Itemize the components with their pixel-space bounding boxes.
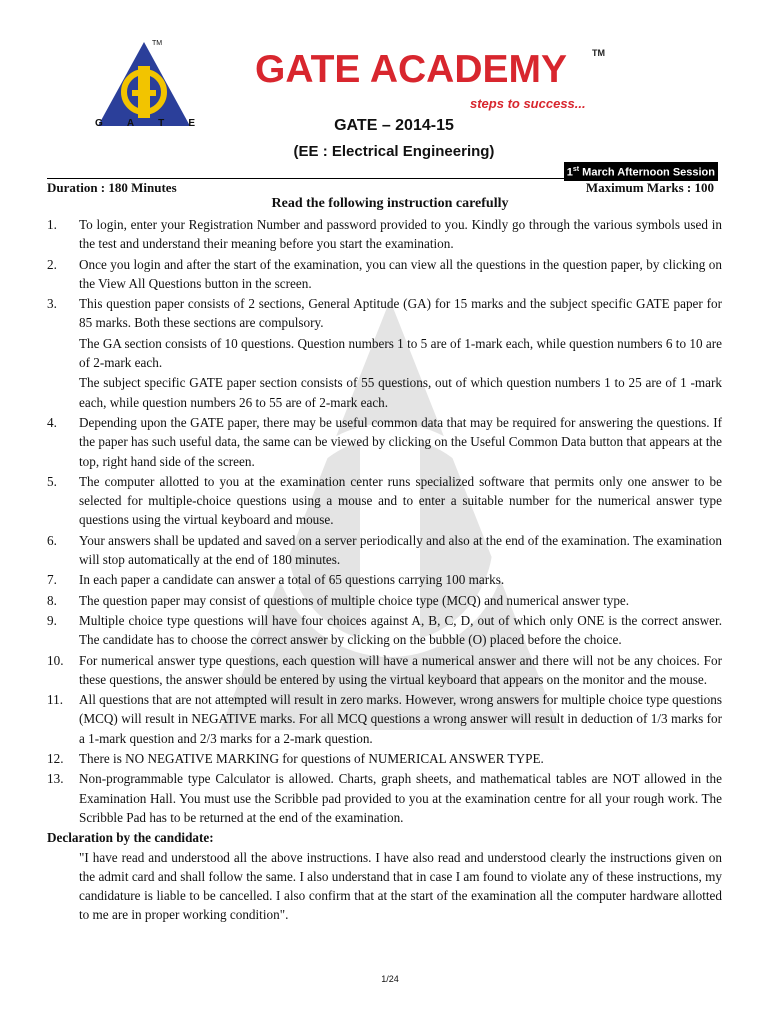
item-text: Depending upon the GATE paper, there may be useful common data that may be required for answering the questions. If the paper has such useful data, the same can be viewed by clicking on the Useful Common Data button that appears at the top, right hand side of the screen. <box>79 414 722 469</box>
brand-trademark: TM <box>592 48 605 58</box>
list-item <box>47 531 722 570</box>
page-number: 1/24 <box>381 974 399 984</box>
item-number: 2. <box>47 256 57 272</box>
session-day: 1 <box>566 166 573 179</box>
item-text: In each paper a candidate can answer a total of 65 questions carrying 100 marks. <box>79 572 505 588</box>
logo-letter: G <box>95 118 103 129</box>
logo-letter: T <box>158 118 165 129</box>
list-item <box>47 749 722 768</box>
logo-letter: A <box>126 118 135 129</box>
brand-name: GATE ACADEMY <box>255 48 567 91</box>
item-text: The computer allotted to you at the examination center runs specialized software that permits only one answer to be selected for multiple-choice questions using a mouse and to enter a suitable number for the numerical answer type questions using the virtual keyboard and mouse. <box>79 473 722 528</box>
item-number: 12. <box>47 751 64 767</box>
list-item <box>47 611 722 650</box>
session-suffix: st <box>572 166 580 173</box>
item-text: The question paper may consist of questions of multiple choice type (MCQ) and numerical answer type. <box>79 592 630 608</box>
list-item <box>47 413 722 471</box>
item-number: 5. <box>47 473 57 489</box>
max-marks-text: Maximum Marks : 100 <box>585 180 714 195</box>
item-text: To login, enter your Registration Number and password provided to you. Kindly go through the various symbols used in the test and understand their meaning before you start the examination. <box>79 217 722 252</box>
list-item <box>47 255 722 294</box>
declaration-heading: Declaration by the candidate: <box>47 830 214 846</box>
logo-letter: E <box>188 118 195 129</box>
exam-meta-row <box>47 178 714 196</box>
item-text: Multiple choice type questions will have four choices against A, B, C, D, out of which only ONE is the correct answer. The candidate has to choose the correct answer by clicking on the bubble (O) placed before the choice. <box>79 612 722 648</box>
item-paragraph: The GA section consists of 10 questions. Question numbers 1 to 5 are of 1-mark each, while question numbers 6 to 10 are of 2-mark each. <box>79 335 722 371</box>
item-number: 10. <box>47 652 64 668</box>
session-label: March Afternoon Session <box>579 166 715 179</box>
item-number: 11. <box>47 692 63 708</box>
item-number: 13. <box>47 771 64 787</box>
item-text: Non-programmable type Calculator is allowed. Charts, graph sheets, and mathematical tables are NOT allowed in the Examination Hall. You must use the Scribble pad provided to you at the examination centre for all your rough work. The Scribble Pad has to be returned at the end of the examination. <box>79 771 722 825</box>
exam-subtitle: (EE : Electrical Engineering) <box>293 143 495 160</box>
item-paragraph: The subject specific GATE paper section consists of 55 questions, out of which question numbers 1 to 25 are of 1 -mark each, while question numbers 26 to 55 are of 2-mark each. <box>79 375 722 410</box>
instructions-heading: Read the following instruction carefully <box>271 196 509 211</box>
item-number: 6. <box>47 532 57 548</box>
item-number: 7. <box>47 572 57 588</box>
item-number: 4. <box>47 414 57 430</box>
exam-title: GATE – 2014-15 <box>334 117 454 134</box>
item-text: For numerical answer type questions, each question will have a numerical answer and there will not be any choices. For these questions, the answer should be entered by using the virtual keyboard that appears on the monitor and the mouse. <box>79 652 722 687</box>
item-number: 8. <box>47 592 57 608</box>
logo-trademark: TM <box>152 40 163 47</box>
item-text: Your answers shall be updated and saved on a server periodically and also at the end of the examination. The examination will stop automatically at the end of 180 minutes. <box>79 532 722 568</box>
list-item <box>47 769 722 827</box>
item-number: 9. <box>47 612 57 628</box>
item-text: All questions that are not attempted will result in zero marks. However, wrong answers for multiple choice type questions (MCQ) will result in NEGATIVE marks. For all MCQ questions a wrong answer will result in deduction of 1/3 marks for a 1-mark question and 2/3 marks for a 2-mark question. <box>79 692 722 746</box>
item-number: 3. <box>47 296 57 312</box>
instructions-list <box>47 215 722 925</box>
item-number: 1. <box>47 217 57 232</box>
list-item <box>47 472 722 530</box>
item-text: There is NO NEGATIVE MARKING for questions of NUMERICAL ANSWER TYPE. <box>79 751 544 767</box>
list-item <box>47 591 722 610</box>
list-item <box>47 690 722 748</box>
declaration-text: "I have read and understood all the above instructions. I have also read and understood clearly the instructions given on the admit card and shall follow the same. I also understand that in case I am found to violate any of these instructions, my candidature is liable to be cancelled. I also confirm that at the start of the examination all the computer hardware allotted to me are in proper working condition". <box>79 849 722 923</box>
duration-text: Duration : 180 Minutes <box>47 180 177 195</box>
list-item <box>47 215 722 254</box>
list-item <box>47 570 722 589</box>
list-item <box>47 651 722 690</box>
brand-tagline: steps to success... <box>470 96 586 111</box>
list-item <box>47 294 722 333</box>
item-text: Once you login and after the start of the examination, you can view all the questions in the question paper, by clicking on the View All Questions button in the screen. <box>79 256 722 291</box>
item-text: This question paper consists of 2 sections, General Aptitude (GA) for 15 marks and the subject specific GATE paper for 85 marks. Both these sections are compulsory. <box>79 296 722 331</box>
